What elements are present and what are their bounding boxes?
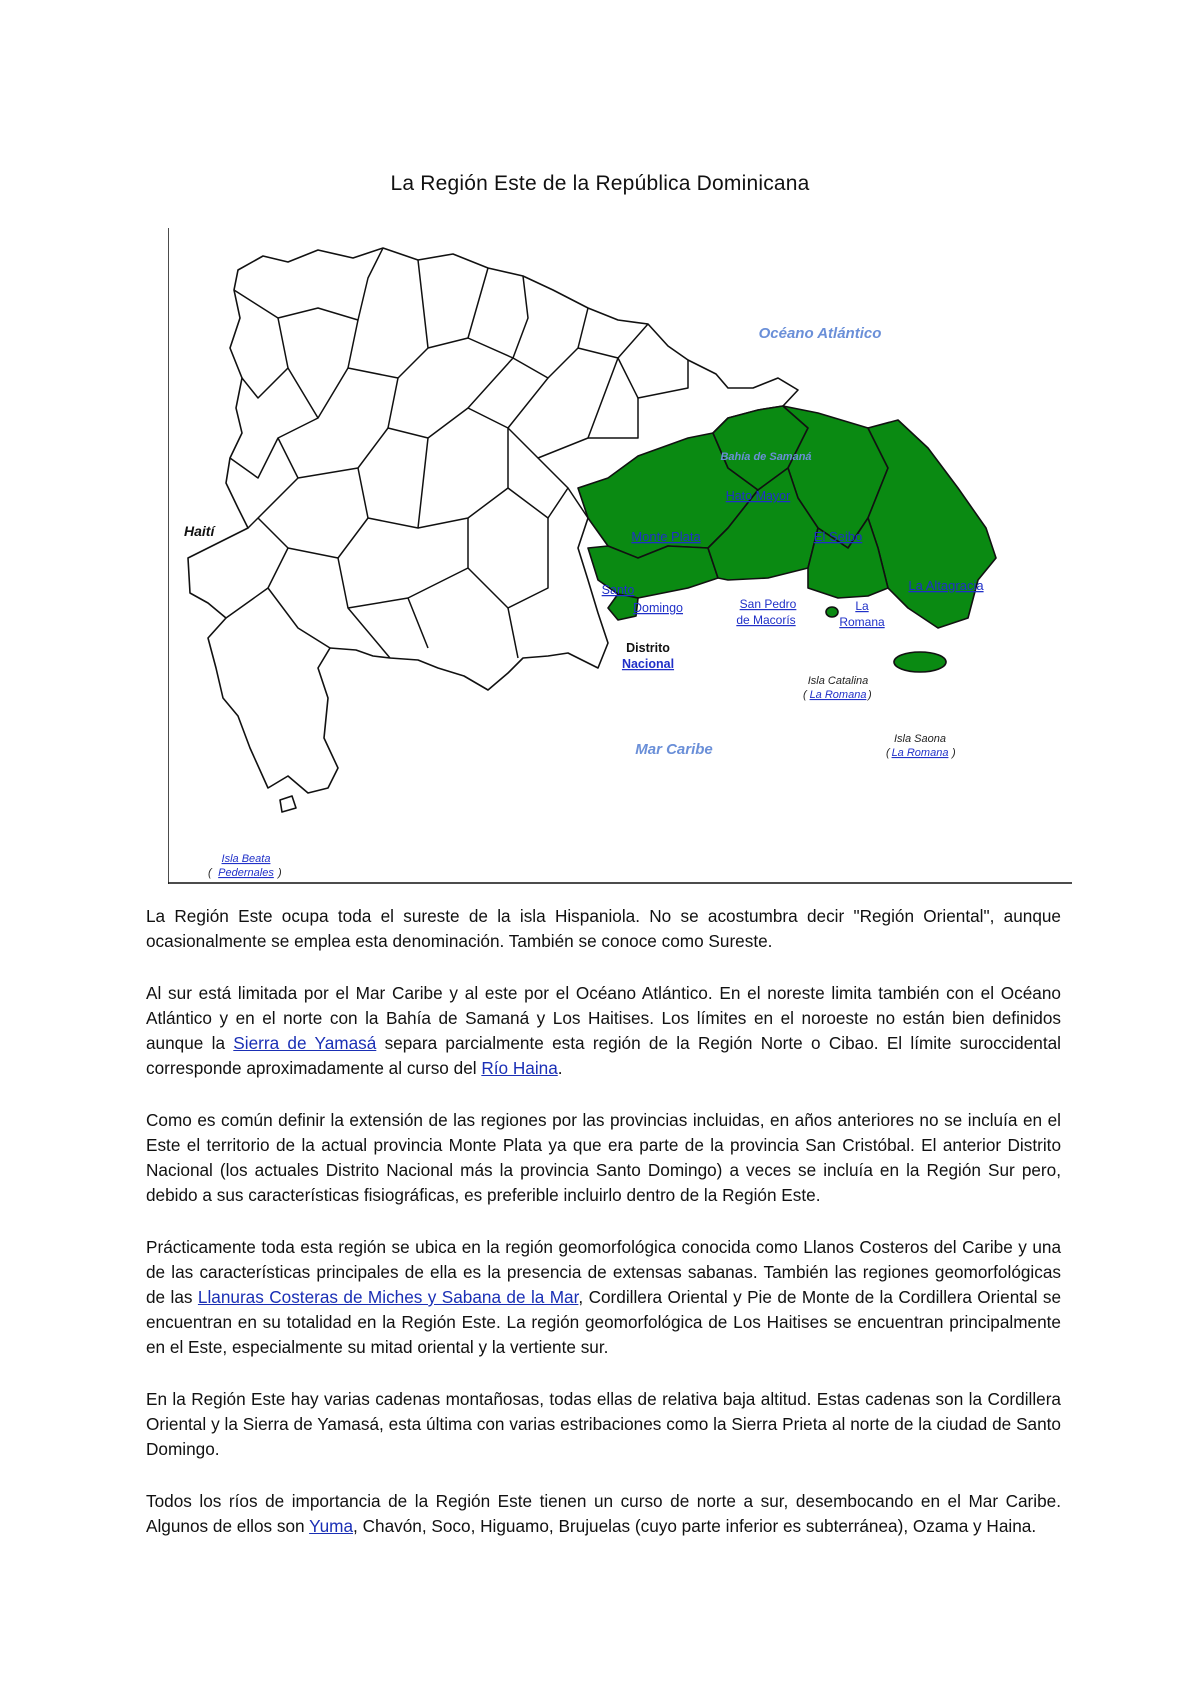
label-haiti: Haití — [184, 523, 215, 539]
link-yuma[interactable]: Yuma — [309, 1516, 354, 1536]
paragraph-6 — [146, 1489, 1061, 1539]
label-la-altagracia[interactable]: La Altagracia — [908, 578, 984, 593]
isla-saona-shape — [894, 652, 946, 672]
body-text — [146, 904, 1061, 1566]
label-el-seibo[interactable]: El Seibo — [813, 529, 863, 544]
label-isla-beata[interactable]: Isla Beata — [221, 853, 271, 865]
label-la-romana-1[interactable]: La — [855, 599, 869, 613]
paragraph-4-text-b: , Cordillera Oriental y Pie de Monte de la Cordillera Oriental se encuentran en su totalidad en la Región Este. La región geomorfológica de Los Haitises se encuentran principalmente en el Este, especialmente su mitad oriental y la vertiente sur. — [146, 1287, 1062, 1357]
page-title: La Región Este de la República Dominicana — [390, 172, 810, 195]
label-distrito-2[interactable]: Nacional — [621, 657, 675, 671]
label-bahia-samana: Bahía de Samaná — [720, 451, 812, 463]
paragraph-5: En la Región Este hay varias cadenas montañosas, todas ellas de relativa baja altitud. Estas cadenas son la Cordillera Oriental y la Sierra de Yamasá, esta última con varias estribaciones como la Sierra Prieta al norte de la ciudad de Santo Domingo. — [146, 1389, 1061, 1459]
paragraph-2 — [146, 981, 1061, 1081]
paragraph-6-text-a: Todos los ríos de importancia de la Región Este tienen un curso de norte a sur, desembocando en el Mar Caribe. Algunos de ellos son — [146, 1491, 1061, 1536]
province-la-altagracia[interactable] — [868, 420, 996, 628]
label-santo-domingo-1[interactable]: Santo — [601, 583, 635, 597]
paragraph-6-text-b: , Chavón, Soco, Higuamo, Brujuelas (cuyo parte inferior es subterránea), Ozama y Haina. — [353, 1516, 1037, 1536]
region-map-svg — [168, 228, 1072, 884]
isla-catalina-shape — [826, 607, 838, 617]
region-map — [168, 228, 1072, 884]
paragraph-4-text-a: Prácticamente toda esta región se ubica en la región geomorfológica conocida como Llanos Costeros del Caribe y una de las características principales de ella es la presencia de extensas sabanas. También las regiones geomorfológicas de las — [146, 1237, 1061, 1307]
label-isla-catalina-paren-open: ( — [803, 689, 807, 701]
label-santo-domingo-2[interactable]: Domingo — [632, 601, 684, 615]
label-isla-saona-ref[interactable]: La Romana — [891, 747, 949, 759]
label-isla-catalina-ref[interactable]: La Romana — [809, 689, 867, 701]
label-hato-mayor[interactable]: Hato Mayor — [725, 489, 791, 503]
paragraph-2-text-b: separa parcialmente esta región de la Región Norte o Cibao. El límite suroccidental corresponde aproximadamente al curso del — [146, 1033, 1061, 1078]
paragraph-1: La Región Este ocupa toda el sureste de la isla Hispaniola. No se acostumbra decir "Región Oriental", aunque ocasionalmente se emplea esta denominación. También se conoce como Sureste. — [146, 906, 1061, 951]
label-monte-plata[interactable]: Monte Plata — [631, 529, 701, 544]
label-isla-beata-ref[interactable]: Pedernales — [218, 867, 274, 879]
label-isla-saona: Isla Saona — [894, 733, 946, 745]
label-isla-catalina-paren-close: ) — [868, 689, 872, 701]
label-isla-saona-paren-close: ) — [952, 747, 956, 759]
label-distrito-1[interactable]: Distrito — [626, 641, 670, 655]
paragraph-2-text-a: Al sur está limitada por el Mar Caribe y al este por el Océano Atlántico. En el noreste limita también con el Océano Atlántico y en el norte con la Bahía de Samaná y Los Haitises. Los límites en el noroeste no están bien definidos aunque la — [146, 983, 1061, 1053]
paragraph-3: Como es común definir la extensión de las regiones por las provincias incluidas, en años anteriores no se incluía en el Este el territorio de la actual provincia Monte Plata ya que era parte de la provincia San Cristóbal. El anterior Distrito Nacional (los actuales Distrito Nacional más la provincia Santo Domingo) a veces se incluía en la Región Sur pero, debido a sus características fisiográficas, es preferible incluirlo dentro de la Región Este. — [146, 1110, 1061, 1205]
link-rio-haina[interactable]: Río Haina — [481, 1058, 558, 1078]
label-la-romana-2[interactable]: Romana — [839, 615, 885, 629]
label-ocean-atlantic: Océano Atlántico — [758, 325, 882, 342]
paragraph-4 — [146, 1235, 1061, 1360]
link-llanuras-costeras[interactable]: Llanuras Costeras de Miches y Sabana de la Mar — [197, 1287, 579, 1307]
label-san-pedro-2[interactable]: de Macorís — [736, 613, 796, 627]
label-isla-beata-paren-open: ( — [208, 867, 212, 879]
paragraph-2-text-c: . — [557, 1058, 563, 1078]
label-san-pedro-1[interactable]: San Pedro — [739, 597, 797, 611]
label-isla-catalina: Isla Catalina — [807, 675, 869, 687]
label-isla-beata-paren-close: ) — [278, 867, 282, 879]
link-sierra-de-yamasa[interactable]: Sierra de Yamasá — [233, 1033, 377, 1053]
isla-beata-shape — [280, 796, 296, 812]
label-isla-saona-paren-open: ( — [886, 747, 890, 759]
label-mar-caribe: Mar Caribe — [635, 741, 713, 758]
